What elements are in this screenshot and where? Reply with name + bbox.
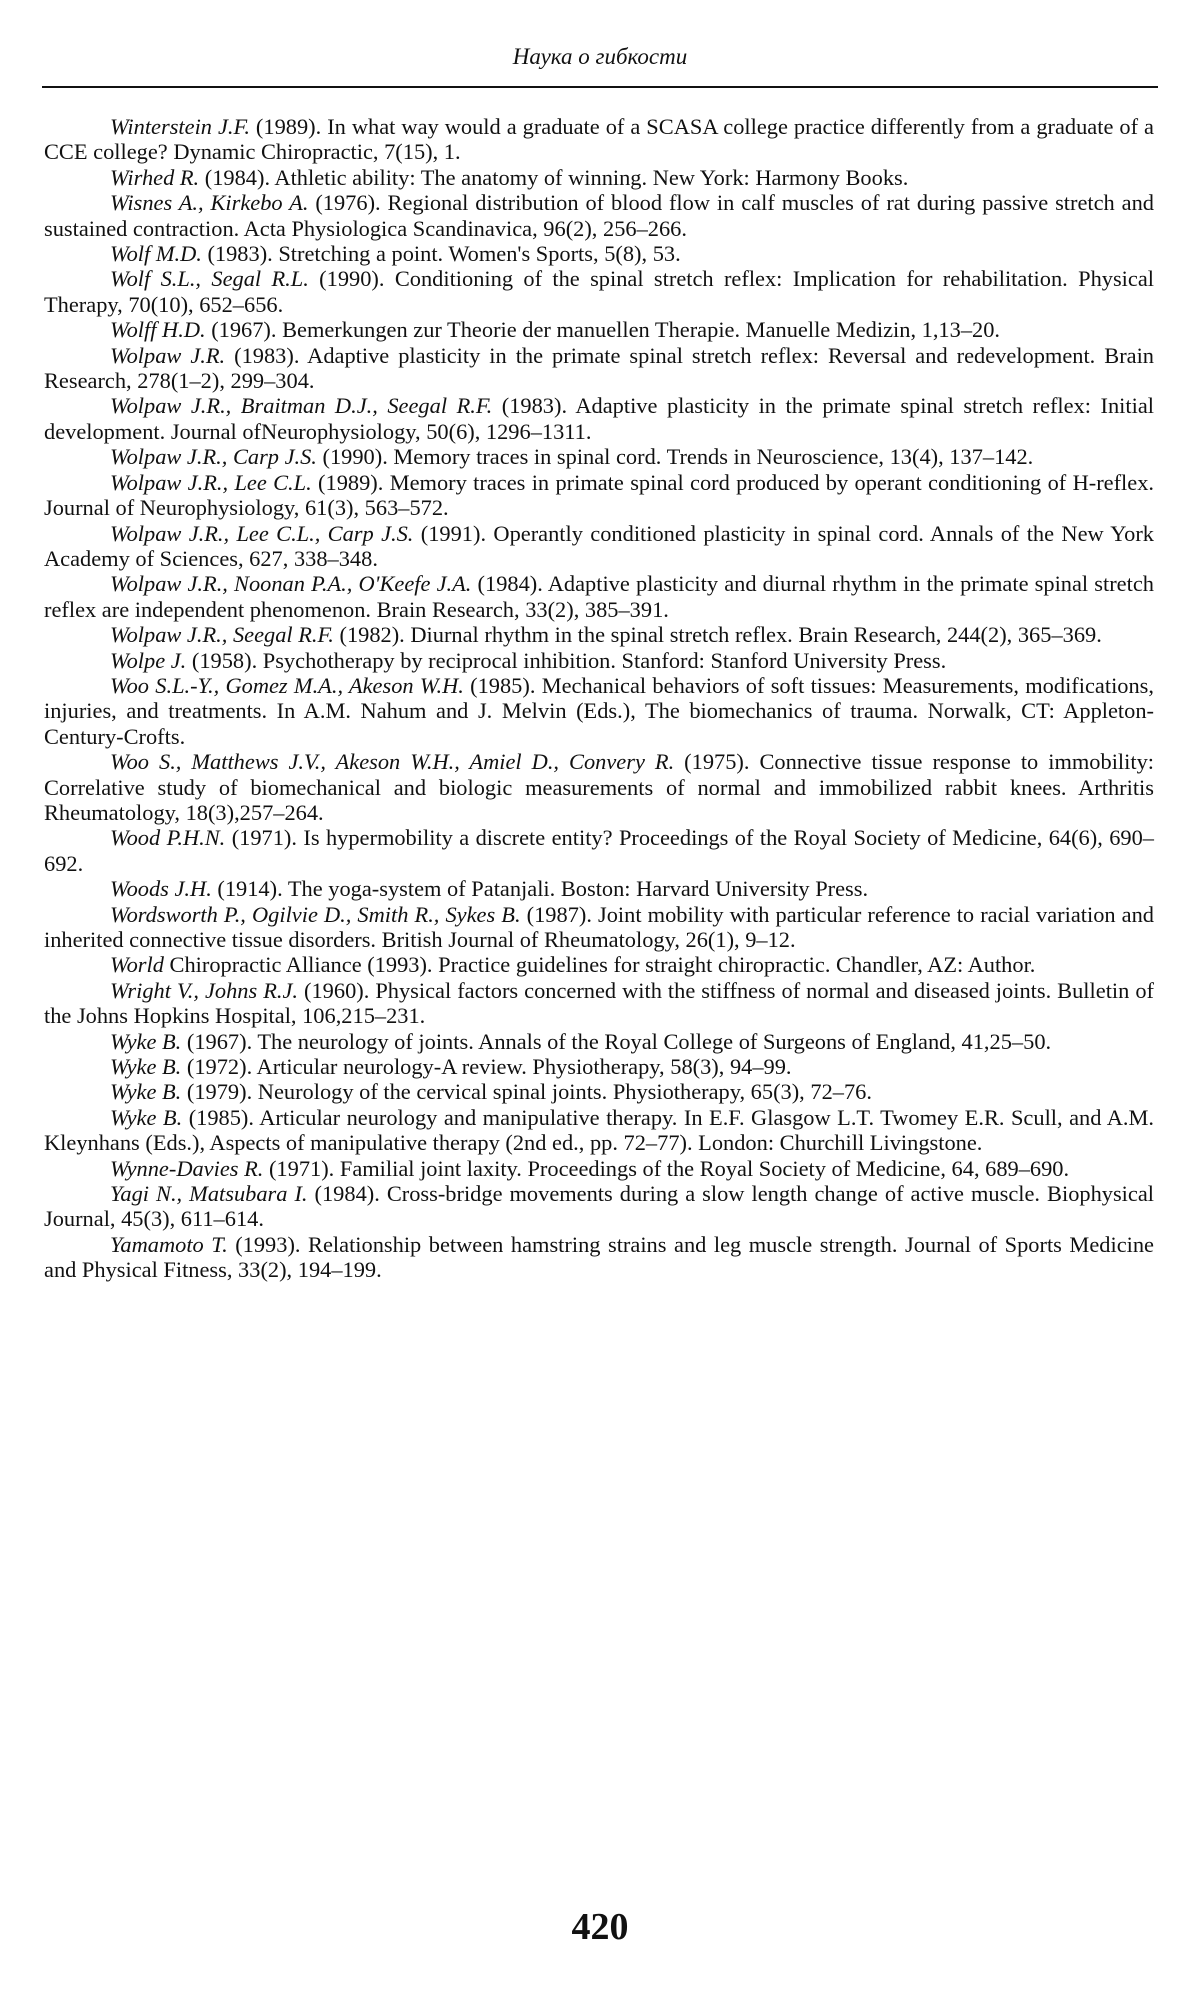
reference-author: Wolff H.D. xyxy=(110,317,206,343)
reference-entry xyxy=(44,952,1154,977)
reference-author: Wolpaw J.R., Noonan P.A., O'Keefe J.A. xyxy=(110,571,472,597)
reference-entry xyxy=(44,190,1154,241)
reference-text: (1971). Is hypermobility a discrete entity? Proceedings of the Royal Society of Medicine, 64(6), 690–692. xyxy=(44,825,1154,876)
reference-author: Wolpaw J.R., Lee C.L. xyxy=(110,469,312,495)
reference-text: (1971). Familial joint laxity. Proceedings of the Royal Society of Medicine, 64, 689–690. xyxy=(263,1155,1070,1181)
reference-author: Woo S., Matthews J.V., Akeson W.H., Amiel D., Convery R. xyxy=(110,749,675,775)
reference-entry xyxy=(44,673,1154,749)
reference-author: Wisnes A., Kirkebo A. xyxy=(110,190,309,216)
reference-entry xyxy=(44,165,1154,190)
reference-text: (1975). Connective tissue response to immobility: Correlative study of biomechanical and biologic measurements of normal and immobilized rabbit knees. Arthritis Rheumatology, 18(3),257–264. xyxy=(44,749,1154,825)
reference-entry xyxy=(44,1181,1154,1232)
reference-author: Wordsworth P., Ogilvie D., Smith R., Sykes B. xyxy=(110,901,521,927)
reference-entry xyxy=(44,622,1154,647)
reference-author: Wynne-Davies R. xyxy=(110,1155,264,1181)
reference-text: (1982). Diurnal rhythm in the spinal stretch reflex. Brain Research, 244(2), 365–369. xyxy=(333,622,1102,648)
reference-entry xyxy=(44,393,1154,444)
reference-text: (1984). Cross-bridge movements during a slow length change of active muscle. Biophysical Journal, 45(3), 611–614. xyxy=(44,1181,1155,1232)
reference-author: Wolpaw J.R., Lee C.L., Carp J.S. xyxy=(110,520,414,546)
reference-text: (1983). Adaptive plasticity in the primate spinal stretch reflex: Reversal and redevelopment. Brain Research, 278(1–2), 299–304. xyxy=(44,342,1154,394)
reference-list xyxy=(44,114,1154,1283)
reference-author: Wyke B. xyxy=(110,1054,182,1080)
reference-author: Winterstein J.F. xyxy=(110,114,250,139)
reference-entry xyxy=(44,571,1154,622)
reference-entry xyxy=(44,1054,1154,1079)
reference-text: (1976). Regional distribution of blood flow in calf muscles of rat during passive stretch and sustained contraction. Acta Physiologica Scandinavica, 96(2), 256–266. xyxy=(44,190,1154,241)
reference-author: Wolpaw J.R., Braitman D.J., Seegal R.F. xyxy=(110,393,493,419)
reference-entry xyxy=(44,1105,1154,1156)
reference-text: (1989). In what way would a graduate of a SCASA college practice differently from a graduate of a CCE college? Dynamic Chiropractic, 7(15), 1. xyxy=(44,114,1154,165)
reference-text: (1958). Psychotherapy by reciprocal inhibition. Stanford: Stanford University Press. xyxy=(186,647,947,673)
reference-text: (1914). The yoga-system of Patanjali. Boston: Harvard University Press. xyxy=(211,876,869,902)
reference-text: (1972). Articular neurology-A review. Physiotherapy, 58(3), 94–99. xyxy=(181,1054,792,1080)
reference-author: Wirhed R. xyxy=(110,164,200,190)
reference-text: (1991). Operantly conditioned plasticity in spinal cord. Annals of the New York Academy of Sciences, 627, 338–348. xyxy=(44,520,1154,571)
reference-author: Wood P.H.N. xyxy=(110,825,226,851)
reference-text: (1960). Physical factors concerned with the stiffness of normal and diseased joints. Bulletin of the Johns Hopkins Hospital, 106,215–231. xyxy=(44,977,1154,1029)
reference-text: (1983). Adaptive plasticity in the primate spinal stretch reflex: Initial development. Journal ofNeurophysiology, 50(6), 1296–1311. xyxy=(44,393,1154,444)
reference-text: (1990). Memory traces in spinal cord. Trends in Neuroscience, 13(4), 137–142. xyxy=(316,444,1034,470)
reference-entry xyxy=(44,648,1154,673)
reference-author: Wyke B. xyxy=(110,1079,182,1105)
reference-author: Wyke B. xyxy=(110,1104,183,1130)
reference-entry xyxy=(44,1029,1154,1054)
reference-text: Chiropractic Alliance (1993). Practice guidelines for straight chiropractic. Chandler, AZ: Author. xyxy=(163,952,1036,978)
reference-text: (1984). Adaptive plasticity and diurnal rhythm in the primate spinal stretch reflex are independent phenomenon. Brain Research, 33(2), 385–391. xyxy=(44,571,1154,622)
reference-entry xyxy=(44,749,1154,825)
reference-text: (1990). Conditioning of the spinal stretch reflex: Implication for rehabilitation. Physical Therapy, 70(10), 652–656. xyxy=(44,266,1154,317)
page-number: 420 xyxy=(571,1906,629,1948)
reference-author: Wolf M.D. xyxy=(110,241,202,267)
reference-text: (1993). Relationship between hamstring strains and leg muscle strength. Journal of Sports Medicine and Physical Fitness, 33(2), 194–199. xyxy=(44,1231,1154,1283)
reference-author: Wolpaw J.R. xyxy=(110,342,226,368)
reference-author: Wolpe J. xyxy=(110,647,187,673)
reference-author: Yamamoto T. xyxy=(110,1231,228,1257)
reference-author: Yagi N., Matsubara I. xyxy=(110,1181,308,1207)
reference-author: Wolpaw J.R., Seegal R.F. xyxy=(110,622,334,648)
reference-text: (1983). Stretching a point. Women's Sports, 5(8), 53. xyxy=(201,241,681,267)
reference-text: (1979). Neurology of the cervical spinal joints. Physiotherapy, 65(3), 72–76. xyxy=(181,1079,872,1105)
reference-author: Wolf S.L., Segal R.L. xyxy=(110,266,309,292)
reference-entry xyxy=(44,1232,1154,1283)
reference-entry xyxy=(44,876,1154,901)
reference-text: (1967). Bemerkungen zur Theorie der manuellen Therapie. Manuelle Medizin, 1,13–20. xyxy=(205,317,1001,343)
reference-entry xyxy=(44,978,1154,1029)
reference-entry xyxy=(44,825,1154,876)
reference-entry xyxy=(44,114,1154,165)
header-rule xyxy=(42,86,1158,88)
reference-entry xyxy=(44,241,1154,266)
reference-author: Wolpaw J.R., Carp J.S. xyxy=(110,444,317,470)
running-head: Наука о гибкости xyxy=(512,44,688,69)
reference-author: Woods J.H. xyxy=(110,876,212,902)
reference-text: (1989). Memory traces in primate spinal cord produced by operant conditioning of H-reflex. Journal of Neurophysiology, 61(3), 563–572. xyxy=(44,469,1154,521)
reference-entry xyxy=(44,444,1154,469)
reference-entry xyxy=(44,343,1154,394)
reference-entry xyxy=(44,266,1154,317)
reference-author: Wyke B. xyxy=(110,1028,182,1054)
reference-entry xyxy=(44,902,1154,953)
reference-text: (1985). Mechanical behaviors of soft tissues: Measurements, modifications, injuries, and treatments. In A.M. Nahum and J. Melvin (Eds.), The biomechanics of trauma. Norwalk, CT: Appleton-Century-Crofts. xyxy=(44,672,1154,749)
reference-text: (1984). Athletic ability: The anatomy of winning. New York: Harmony Books. xyxy=(199,164,909,190)
reference-author: World xyxy=(110,952,164,978)
reference-entry xyxy=(44,470,1154,521)
reference-author: Wright V., Johns R.J. xyxy=(110,977,299,1003)
reference-entry xyxy=(44,317,1154,342)
reference-text: (1985). Articular neurology and manipulative therapy. In E.F. Glasgow L.T. Twomey E.R. Scull, and A.M. Kleynhans (Eds.), Aspects of manipulative therapy (2nd ed., pp. 72–77). London: Churchill Livingstone. xyxy=(44,1104,1154,1156)
reference-text: (1987). Joint mobility with particular reference to racial variation and inherited connective tissue disorders. British Journal of Rheumatology, 26(1), 9–12. xyxy=(44,901,1155,952)
reference-entry xyxy=(44,521,1154,572)
reference-entry xyxy=(44,1156,1154,1181)
reference-text: (1967). The neurology of joints. Annals of the Royal College of Surgeons of England, 41,25–50. xyxy=(181,1028,1052,1054)
reference-entry xyxy=(44,1079,1154,1104)
reference-author: Woo S.L.-Y., Gomez M.A., Akeson W.H. xyxy=(110,672,464,698)
